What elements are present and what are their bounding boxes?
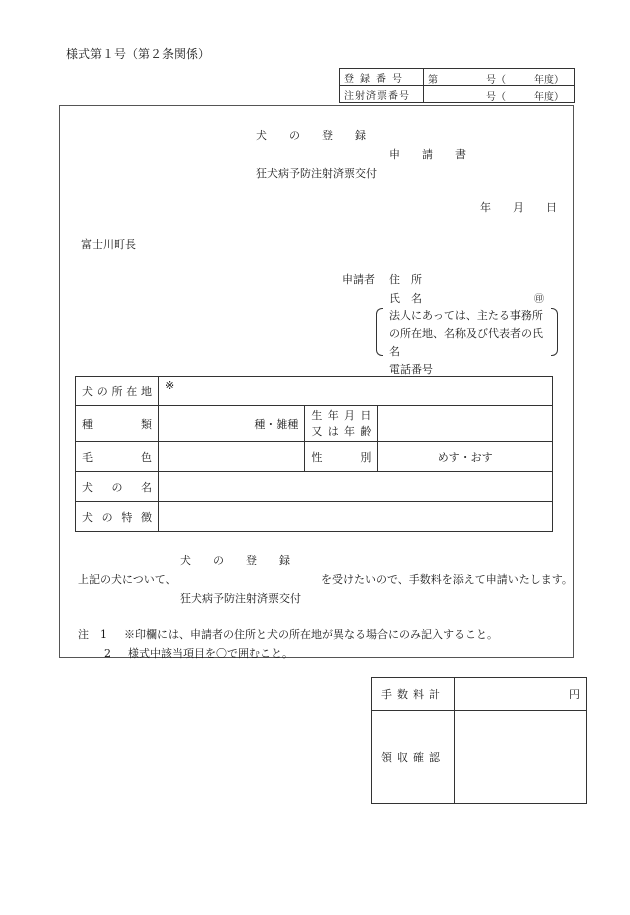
registration-year-label: 年度） — [534, 75, 564, 86]
note-number: 2 — [104, 647, 111, 660]
table-row — [372, 711, 587, 804]
coat-color-field[interactable] — [159, 442, 305, 472]
fee-unit: 円 — [569, 688, 580, 701]
dog-breed-field[interactable] — [159, 406, 305, 442]
table-row — [76, 406, 553, 442]
title-application: 申請書 — [389, 148, 488, 161]
dog-name-field[interactable] — [159, 472, 553, 502]
birth-age-label — [305, 406, 378, 442]
coat-color-label: 毛色 — [76, 442, 159, 472]
breed-value: 種・雑種 — [254, 417, 299, 431]
note-number: 注 1 — [78, 628, 107, 641]
dog-location-field[interactable] — [159, 377, 553, 406]
note-item — [104, 645, 293, 661]
table-row — [76, 377, 553, 406]
form-number-label: 様式第１号（第２条関係） — [66, 47, 211, 61]
fee-table — [371, 677, 587, 804]
applicant-phone-label: 電話番号 — [389, 363, 433, 376]
note-text: ※印欄には、申請者の住所と犬の所在地が異なる場合にのみ記入すること。 — [124, 628, 498, 641]
tag-number-label: 号（ — [486, 92, 506, 103]
dog-type-label: 種類 — [76, 406, 159, 442]
seal-mark: ㊞ — [534, 294, 544, 305]
birth-date-field[interactable] — [378, 406, 553, 442]
dog-features-field[interactable] — [159, 502, 553, 532]
dog-name-label: 犬の名 — [76, 472, 159, 502]
tag-year-label: 年度） — [534, 92, 564, 103]
registration-number-field[interactable] — [424, 69, 575, 86]
age-label: 又は年齢 — [311, 424, 372, 438]
fee-total-label: 手数料計 — [372, 678, 455, 711]
table-row — [76, 502, 553, 532]
note-item — [78, 626, 498, 642]
registration-prefix: 第 — [428, 75, 438, 86]
tag-number-field[interactable] — [424, 86, 575, 103]
applicant-label: 申請者 — [342, 273, 375, 286]
tag-number-row — [340, 86, 575, 103]
addressee: 富士川町長 — [81, 238, 136, 251]
table-row — [76, 472, 553, 502]
sex-label: 性別 — [305, 442, 378, 472]
location-mark: ※ — [165, 379, 175, 392]
dog-information-table — [75, 376, 553, 532]
corporate-note: 法人にあっては、主たる事務所の所在地、名称及び代表者の氏名 — [389, 309, 543, 358]
title-dog-registration: 犬の登録 — [256, 129, 388, 142]
dog-location-label: 犬の所在地 — [76, 377, 159, 406]
registration-number-header: 登録番号 — [340, 69, 424, 86]
receipt-confirmation-field[interactable] — [455, 711, 587, 804]
fee-total-field[interactable] — [455, 678, 587, 711]
title-vaccination-tag: 狂犬病予防注射済票交付 — [256, 167, 377, 180]
sex-value: めす・おす — [437, 450, 493, 464]
request-option-registration: 犬の登録 — [180, 554, 312, 567]
request-text-start: 上記の犬について、 — [78, 573, 177, 586]
corporate-note-bracket-left — [376, 308, 383, 356]
table-row — [76, 442, 553, 472]
application-date[interactable]: 年 月 日 — [480, 201, 557, 214]
tag-number-header: 注射済票番号 — [340, 86, 424, 103]
request-option-vaccination-tag: 狂犬病予防注射済票交付 — [180, 592, 301, 605]
birth-date-label: 生年月日 — [311, 408, 372, 422]
corporate-note-bracket-right — [551, 308, 558, 356]
dog-features-label: 犬の特徴 — [76, 502, 159, 532]
registration-number-table — [339, 68, 575, 103]
note-text: 様式中該当項目を〇で囲むこと。 — [128, 647, 293, 660]
table-row — [372, 678, 587, 711]
request-text-end: を受けたいので、手数料を添えて申請いたします。 — [321, 573, 573, 586]
applicant-name-label: 氏 名 — [389, 292, 422, 305]
applicant-address-label: 住 所 — [389, 273, 422, 286]
registration-number-label: 号（ — [486, 75, 506, 86]
receipt-confirmation-label: 領収確認 — [372, 711, 455, 804]
sex-field[interactable] — [378, 442, 553, 472]
registration-row — [340, 69, 575, 86]
